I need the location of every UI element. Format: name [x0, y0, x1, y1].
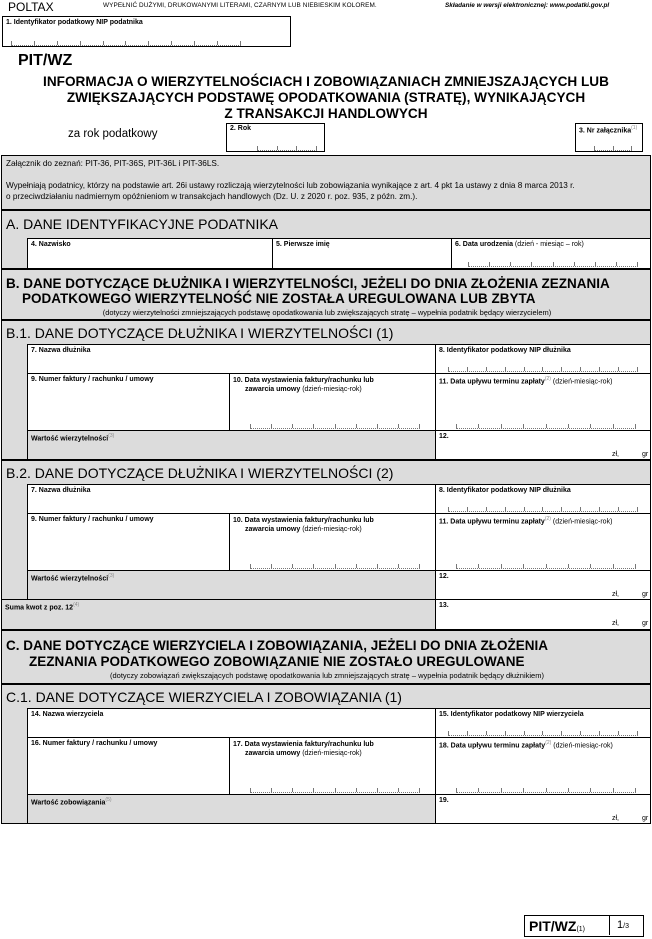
- c1-value-field-label: 19.: [439, 797, 449, 804]
- b2-debtor-nip-field[interactable]: [435, 484, 651, 514]
- nip-label: 1. Identyfikator podatkowy NIP podatnika: [6, 19, 143, 26]
- b1-issue-date-label: 10. Data wystawienia faktury/rachunku lub zawarcia umowy (dzień-miesiąc-rok): [233, 377, 374, 393]
- surname-label: 4. Nazwisko: [31, 241, 71, 248]
- footer-divider: [609, 916, 610, 935]
- c1-due-date-ticks: [456, 788, 636, 793]
- b1-issue-date-field[interactable]: [229, 373, 436, 431]
- b1-invoice-number-field[interactable]: [27, 373, 230, 431]
- b1-gr-unit: gr: [642, 451, 649, 458]
- b1-issue-date-ticks: [250, 424, 420, 429]
- c1-issue-date-field[interactable]: [229, 737, 436, 795]
- c1-creditor-name-label: 14. Nazwa wierzyciela: [31, 711, 104, 718]
- info-who-fills-2: o przeciwdziałaniu nadmiernym opóźnieniom w transakcjach handlowych (Dz. U. z 2020 r. poz. 935, z późn. zm.).: [6, 192, 418, 201]
- b2-value-label-box: [27, 570, 436, 600]
- b1-debtor-nip-field[interactable]: [435, 344, 651, 374]
- info-block: [1, 155, 651, 210]
- birth-date-ticks: [468, 262, 638, 267]
- b-sum-zl-unit: zł,: [612, 620, 619, 627]
- birth-date-label: 6. Data urodzenia (dzień - miesiąc – rok): [455, 241, 584, 248]
- b1-debtor-nip-label: 8. Identyfikator podatkowy NIP dłużnika: [439, 347, 571, 354]
- b2-invoice-number-label: 9. Numer faktury / rachunku / umowy: [31, 516, 154, 523]
- c1-creditor-name-field[interactable]: [27, 708, 436, 738]
- b1-value-field[interactable]: [435, 430, 651, 460]
- section-c1-title: C.1. DANE DOTYCZĄCE WIERZYCIELA I ZOBOWIĄZANIA (1): [6, 689, 402, 705]
- c1-value-field[interactable]: [435, 794, 651, 824]
- surname-field[interactable]: [27, 238, 273, 269]
- b1-debtor-name-field[interactable]: [27, 344, 436, 374]
- c1-creditor-nip-field[interactable]: [435, 708, 651, 738]
- c1-creditor-nip-label: 15. Identyfikator podatkowy NIP wierzyciela: [439, 711, 584, 718]
- b-sum-label: Suma kwot z poz. 12$^{(4)}$: [5, 602, 80, 612]
- b2-issue-date-ticks: [250, 564, 420, 569]
- b1-value-field-label: 12.: [439, 433, 449, 440]
- b2-zl-unit: zł,: [612, 591, 619, 598]
- attachment-number-field[interactable]: [575, 123, 643, 152]
- first-name-field[interactable]: [272, 238, 452, 269]
- c1-due-date-label: 18. Data upływu terminu zapłaty$^{(2)}$ (dzień-miesiąc-rok): [439, 740, 613, 750]
- b2-gr-unit: gr: [642, 591, 649, 598]
- section-c-note: (dotyczy zobowiązań zwiększających podstawę opodatkowania lub zmniejszających stratę – wypełnia podatnik będący dłużnikiem): [110, 671, 544, 680]
- nip-input-ticks: [11, 41, 241, 46]
- b-sum-label-box: [1, 599, 436, 630]
- b2-due-date-field[interactable]: [435, 513, 651, 571]
- nip-field[interactable]: [2, 16, 291, 47]
- electronic-filing-note: Składanie w wersji elektronicznej: www.podatki.gov.pl: [445, 2, 610, 9]
- attachment-input-ticks: [594, 146, 632, 151]
- footer-page-number: 1/3: [617, 919, 629, 931]
- footer-form-code: PIT/WZ(1): [529, 918, 585, 934]
- section-b-title-line2: PODATKOWEGO WIERZYTELNOŚĆ NIE ZOSTAŁA UREGULOWANA LUB ZBYTA: [22, 291, 536, 306]
- b-sum-field[interactable]: [435, 599, 651, 630]
- first-name-label: 5. Pierwsze imię: [276, 241, 330, 248]
- c1-due-date-field[interactable]: [435, 737, 651, 795]
- birth-date-field[interactable]: [451, 238, 651, 269]
- b2-debtor-name-label: 7. Nazwa dłużnika: [31, 487, 91, 494]
- b1-due-date-ticks: [456, 424, 636, 429]
- section-b2-title: B.2. DANE DOTYCZĄCE DŁUŻNIKA I WIERZYTELNOŚCI (2): [6, 465, 394, 481]
- section-b: [1, 269, 651, 320]
- section-b1-title: B.1. DANE DOTYCZĄCE DŁUŻNIKA I WIERZYTELNOŚCI (1): [6, 325, 394, 341]
- form-title: [0, 74, 652, 122]
- b1-invoice-number-label: 9. Numer faktury / rachunku / umowy: [31, 376, 154, 383]
- b2-due-date-label: 11. Data upływu terminu zapłaty$^{(2)}$ (dzień-miesiąc-rok): [439, 516, 613, 526]
- b-sum-gr-unit: gr: [642, 620, 649, 627]
- b2-debtor-nip-ticks: [448, 507, 638, 512]
- b2-issue-date-label: 10. Data wystawienia faktury/rachunku lub zawarcia umowy (dzień-miesiąc-rok): [233, 517, 374, 533]
- c1-value-label: Wartość zobowiązania$^{(5)}$: [31, 797, 112, 807]
- c1-zl-unit: zł,: [612, 815, 619, 822]
- b1-debtor-name-label: 7. Nazwa dłużnika: [31, 347, 91, 354]
- section-c-title-line1: C. DANE DOTYCZĄCE WIERZYCIELA I ZOBOWIĄZANIA, JEŻELI DO DNIA ZŁOŻENIA: [6, 638, 548, 653]
- section-a-title: A. DANE IDENTYFIKACYJNE PODATNIKA: [6, 216, 279, 232]
- info-who-fills-1: Wypełniają podatnicy, którzy na podstawie art. 26i ustawy rozliczają wierzytelności lub zobowiązania wynikające z art. 4 pkt 1a ustawy z dnia 8 marca 2013 r.: [6, 181, 575, 190]
- c1-issue-date-ticks: [250, 788, 420, 793]
- c1-invoice-number-label: 16. Numer faktury / rachunku / umowy: [31, 740, 158, 747]
- tax-year-text: za rok podatkowy: [68, 128, 158, 140]
- fill-instruction: WYPEŁNIĆ DUŻYMI, DRUKOWANYMI LITERAMI, CZARNYM LUB NIEBIESKIM KOLOREM.: [103, 2, 377, 9]
- b2-debtor-nip-label: 8. Identyfikator podatkowy NIP dłużnika: [439, 487, 571, 494]
- section-b-note: (dotyczy wierzytelności zmniejszających podstawę opodatkowania lub zwiększających stratę – wypełnia podatnik będący wierzycielem): [102, 308, 552, 317]
- b2-debtor-name-field[interactable]: [27, 484, 436, 514]
- year-label: 2. Rok: [230, 125, 252, 132]
- c1-issue-date-label: 17. Data wystawienia faktury/rachunku lub zawarcia umowy (dzień-miesiąc-rok): [233, 741, 374, 757]
- attachment-number-label: 3. Nr załącznika$^{(1)}$: [579, 125, 638, 135]
- section-b-title-line1: B. DANE DOTYCZĄCE DŁUŻNIKA I WIERZYTELNOŚCI, JEŻELI DO DNIA ZŁOŻENIA ZEZNANIA: [6, 276, 610, 291]
- form-title-line2: ZWIĘKSZAJĄCYCH PODSTAWĘ OPODATKOWANIA (STRATĘ), WYNIKAJĄCYCH: [66, 90, 586, 105]
- b2-due-date-ticks: [456, 564, 636, 569]
- b1-due-date-field[interactable]: [435, 373, 651, 431]
- footer-form-code-box: [524, 915, 644, 937]
- b2-invoice-number-field[interactable]: [27, 513, 230, 571]
- form-code: PIT/WZ: [18, 52, 73, 69]
- year-field[interactable]: [226, 123, 325, 152]
- section-c: [1, 630, 651, 684]
- b2-issue-date-field[interactable]: [229, 513, 436, 571]
- b1-debtor-nip-ticks: [448, 367, 638, 372]
- b2-value-field[interactable]: [435, 570, 651, 600]
- b2-value-label: Wartość wierzytelności$^{(3)}$: [31, 573, 115, 583]
- info-attachment-to: Załącznik do zeznań: PIT-36, PIT-36S, PIT-36L i PIT-36LS.: [6, 159, 220, 168]
- section-c-title-line2: ZEZNANIA PODATKOWEGO ZOBOWIĄZANIE NIE ZOSTAŁO UREGULOWANE: [29, 654, 525, 669]
- form-title-line1: INFORMACJA O WIERZYTELNOŚCIACH I ZOBOWIĄZANIACH ZMNIEJSZAJĄCYCH LUB: [43, 74, 609, 89]
- publisher-label: POLTAX: [8, 0, 54, 14]
- c1-value-label-box: [27, 794, 436, 824]
- form-title-line3: Z TRANSAKCJI HANDLOWYCH: [224, 106, 428, 121]
- b1-zl-unit: zł,: [612, 451, 619, 458]
- b1-value-label-box: [27, 430, 436, 460]
- b2-value-field-label: 12.: [439, 573, 449, 580]
- c1-invoice-number-field[interactable]: [27, 737, 230, 795]
- b1-value-label: Wartość wierzytelności$^{(3)}$: [31, 433, 115, 443]
- b1-due-date-label: 11. Data upływu terminu zapłaty$^{(2)}$ (dzień-miesiąc-rok): [439, 376, 613, 386]
- c1-creditor-nip-ticks: [448, 731, 638, 736]
- c1-gr-unit: gr: [642, 815, 649, 822]
- year-input-ticks: [257, 146, 317, 151]
- b-sum-field-label: 13.: [439, 602, 449, 609]
